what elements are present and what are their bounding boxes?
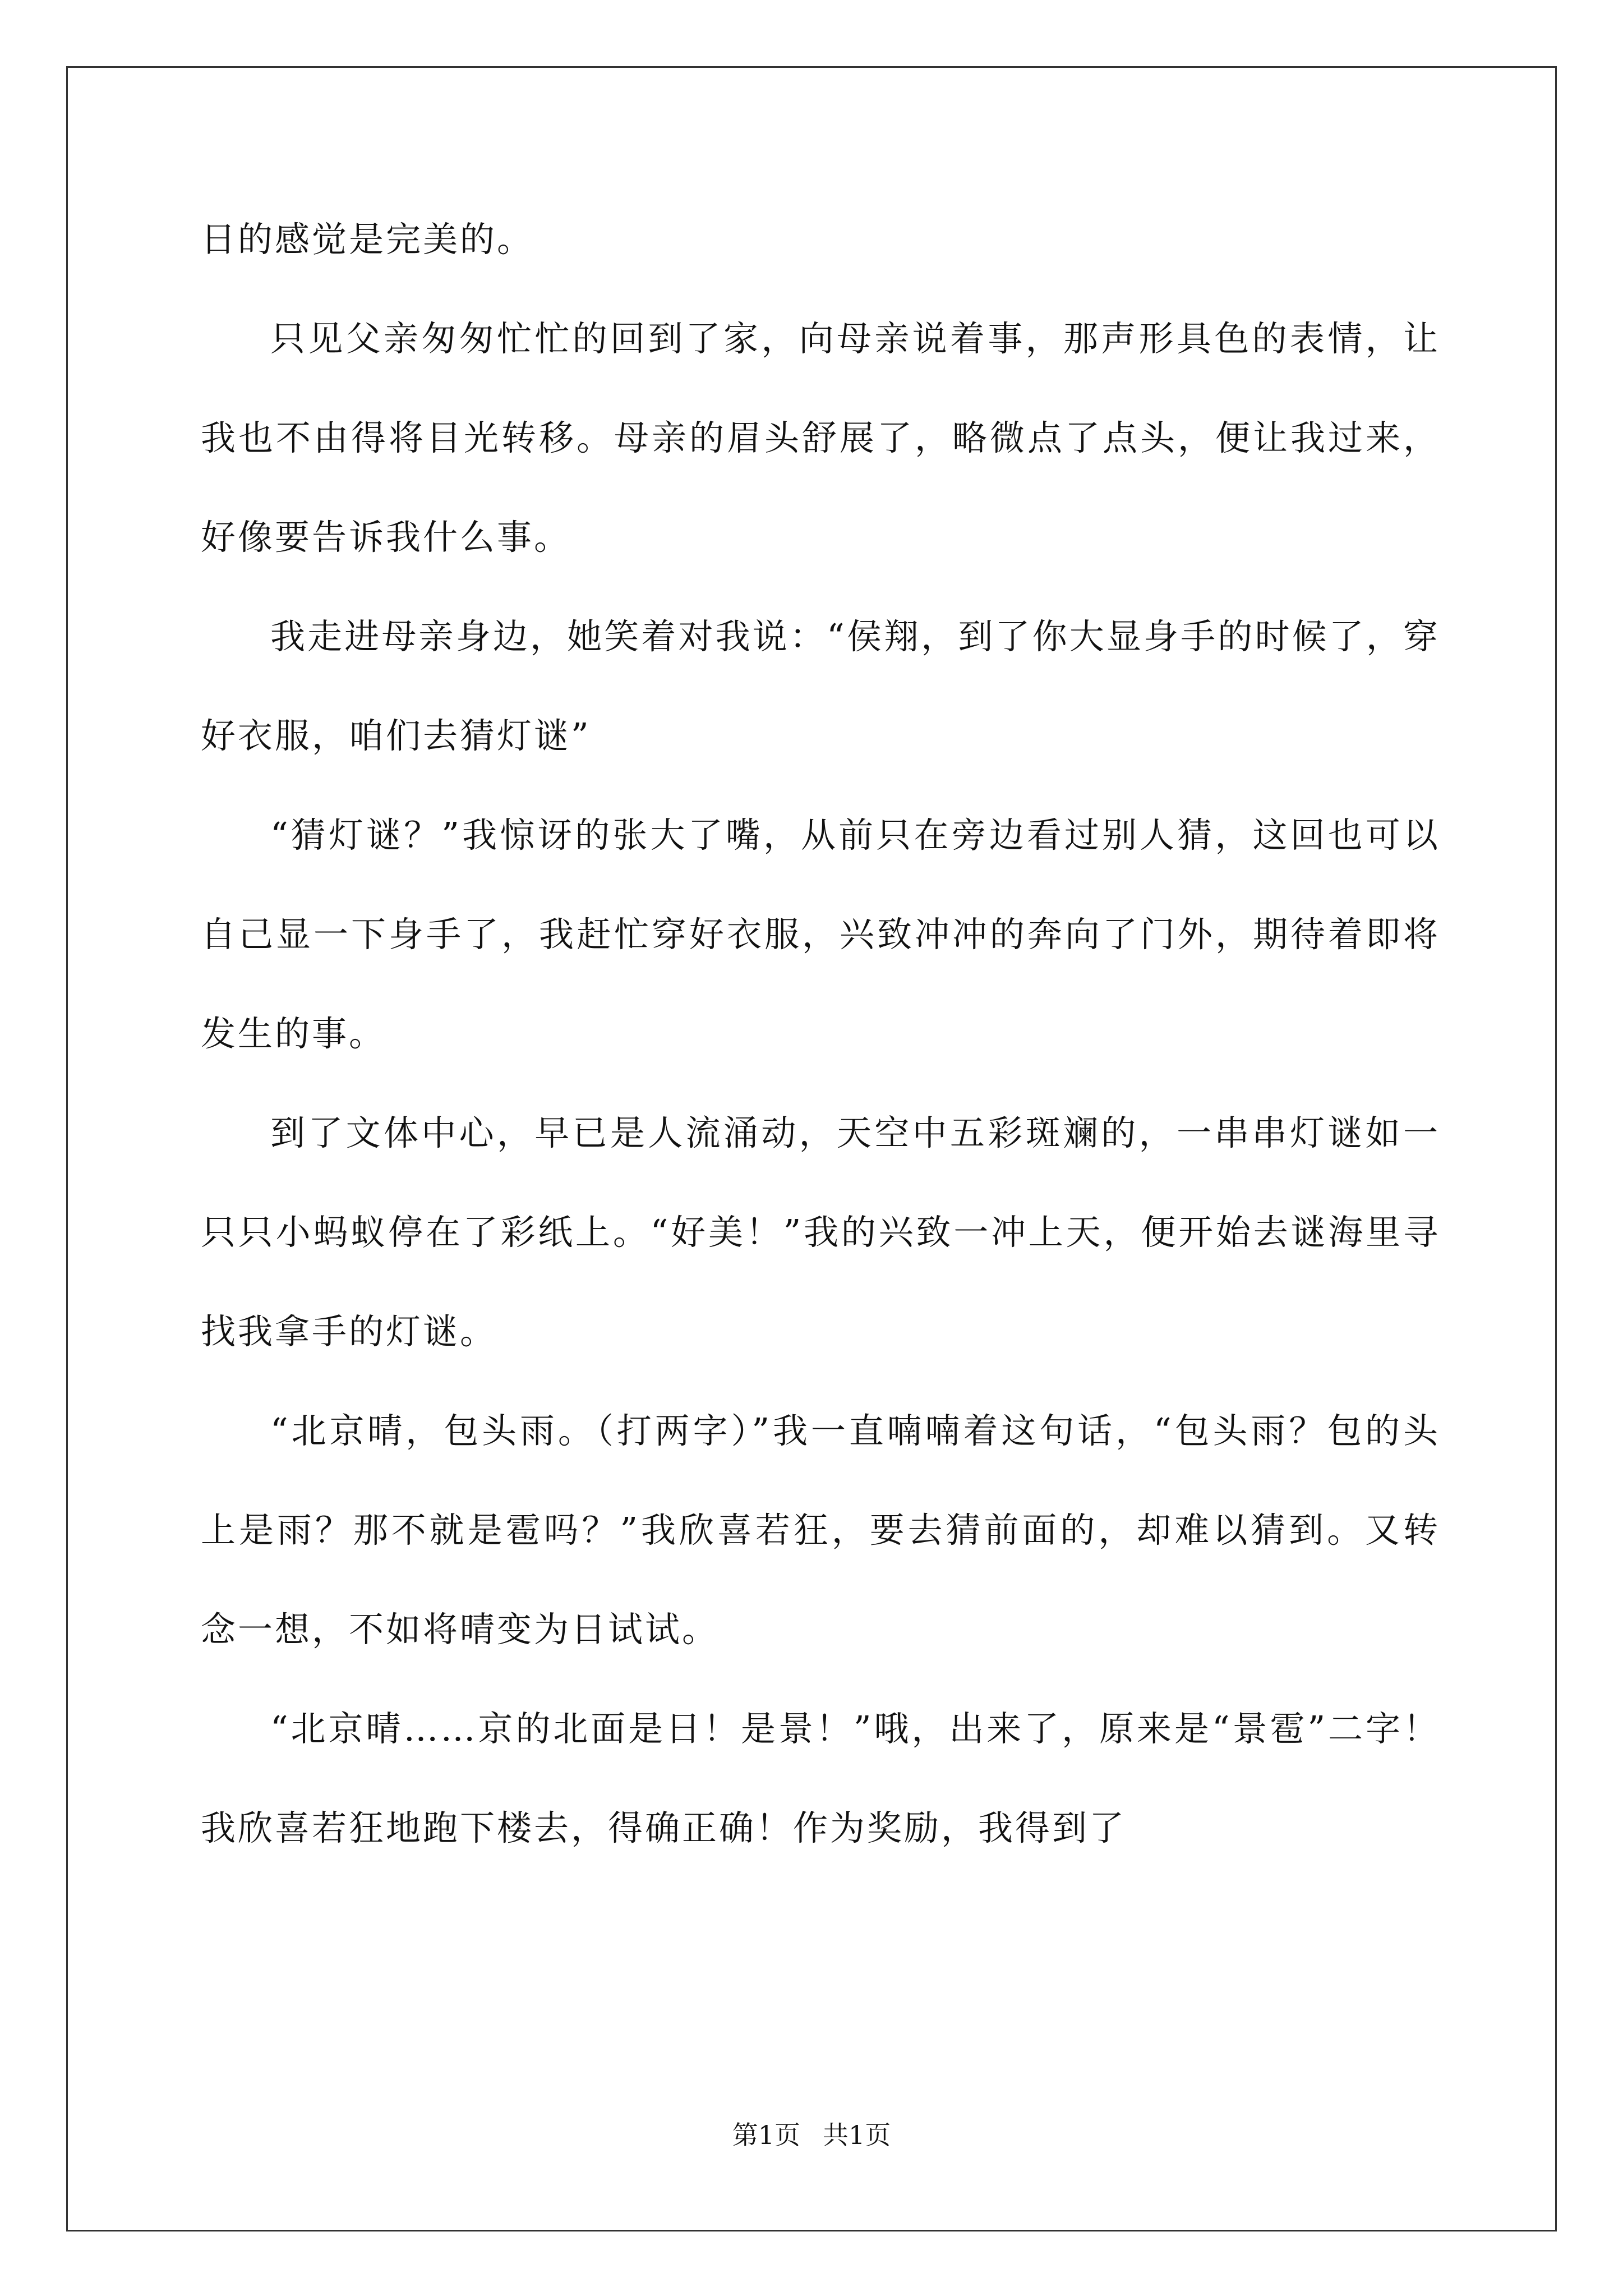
paragraph: “猜灯谜？”我惊讶的张大了嘴，从前只在旁边看过别人猜，这回也可以自己显一下身手了，我赶忙穿好衣服，兴致冲冲的奔向了门外，期待着即将发生的事。 [201, 815, 1440, 1054]
total-pages: 共1页 [823, 2120, 891, 2150]
paragraph: 到了文体中心，早已是人流涌动，天空中五彩斑斓的，一串串灯谜如一只只小蚂蚁停在了彩纸上。“好美！”我的兴致一冲上天，便开始去谜海里寻找我拿手的灯谜。 [201, 1112, 1440, 1352]
page-number: 第1页 [732, 2120, 800, 2150]
paragraph: 只见父亲匆匆忙忙的回到了家，向母亲说着事，那声形具色的表情，让我也不由得将目光转移。母亲的眉头舒展了，略微点了点头，便让我过来，好像要告诉我什么事。 [201, 318, 1440, 558]
paragraph: “北京晴……京的北面是日！是景！”哦，出来了，原来是“景雹”二字！我欣喜若狂地跑下楼去，得确正确！作为奖励，我得到了 [201, 1708, 1440, 1848]
paragraph: 日的感觉是完美的。 [201, 219, 534, 260]
page-footer [0, 2118, 1623, 2152]
paragraph: 我走进母亲身边，她笑着对我说：“侯翔，到了你大显身手的时候了，穿好衣服，咱们去猜灯谜” [201, 616, 1440, 756]
document-body [201, 190, 1440, 1878]
paragraph: “北京晴，包头雨。（打两字）”我一直喃喃着这句话，“包头雨？包的头上是雨？那不就是雹吗？”我欣喜若狂，要去猜前面的，却难以猜到。又转念一想，不如将晴变为日试试。 [201, 1410, 1440, 1650]
